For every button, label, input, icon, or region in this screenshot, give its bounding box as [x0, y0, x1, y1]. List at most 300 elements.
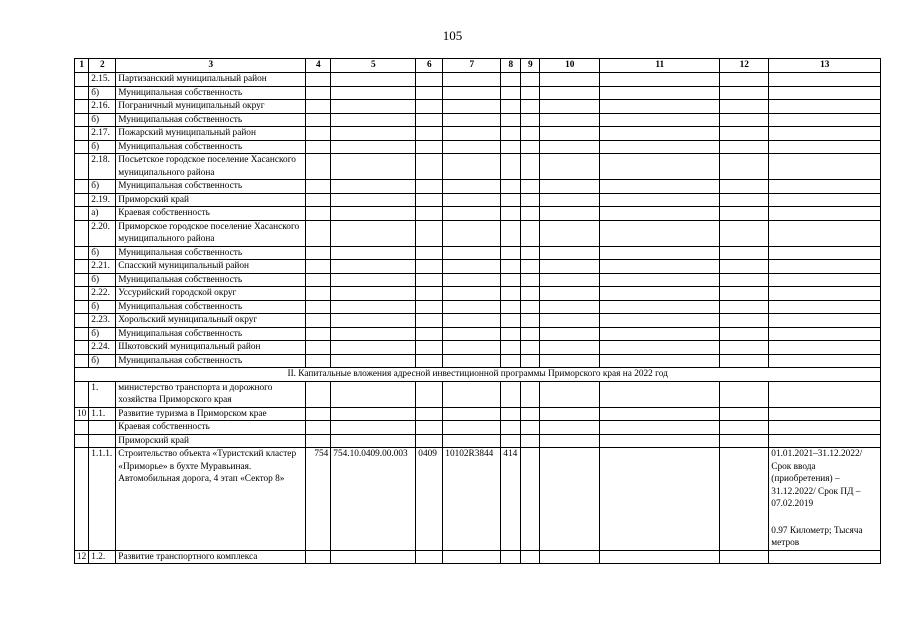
table-cell [416, 193, 443, 207]
table-cell [306, 354, 331, 368]
table-cell [416, 86, 443, 100]
table-cell: 2.18. [89, 154, 116, 180]
table-cell [521, 154, 540, 180]
table-row [75, 287, 881, 301]
table-cell [769, 407, 881, 421]
table-row [75, 73, 881, 87]
table-cell [720, 300, 769, 314]
table-cell: 10102R3844 [443, 448, 501, 551]
table-cell [769, 260, 881, 274]
header-row [75, 59, 881, 73]
table-cell [769, 550, 881, 564]
table-cell: Посьетское городское поселение Хасанского муниципального района [116, 154, 306, 180]
table-cell [540, 434, 600, 448]
table-cell [540, 273, 600, 287]
table-cell [501, 154, 521, 180]
table-cell: 1.1.1. [89, 448, 116, 551]
table-cell [306, 407, 331, 421]
table-row [75, 260, 881, 274]
table-cell [600, 434, 720, 448]
table-cell [501, 273, 521, 287]
table-cell [443, 73, 501, 87]
table-cell [416, 73, 443, 87]
table-cell [443, 434, 501, 448]
table-cell [306, 113, 331, 127]
table-cell: 12 [75, 550, 89, 564]
col-header: 9 [521, 59, 540, 73]
table-cell [416, 207, 443, 221]
table-cell [720, 193, 769, 207]
table-cell [769, 327, 881, 341]
table-cell [521, 354, 540, 368]
table-cell [720, 100, 769, 114]
table-cell [540, 113, 600, 127]
table-cell [600, 287, 720, 301]
table-cell [769, 73, 881, 87]
investment-table [74, 58, 881, 564]
table-cell [501, 86, 521, 100]
table-cell [331, 314, 416, 328]
table-cell [331, 154, 416, 180]
table-cell [540, 127, 600, 141]
table-cell [521, 220, 540, 246]
table-cell [416, 140, 443, 154]
table-cell: Уссурийский городской округ [116, 287, 306, 301]
col-header: 11 [600, 59, 720, 73]
table-cell: 754.10.0409.00.003 [331, 448, 416, 551]
col-header: 13 [769, 59, 881, 73]
table-cell [521, 140, 540, 154]
table-cell [540, 86, 600, 100]
table-cell [540, 381, 600, 407]
table-cell [416, 260, 443, 274]
table-cell [540, 154, 600, 180]
table-cell [720, 86, 769, 100]
table-cell [75, 220, 89, 246]
table-cell [443, 314, 501, 328]
table-row [75, 100, 881, 114]
table-cell [600, 180, 720, 194]
table-cell: 2.15. [89, 73, 116, 87]
table-cell [521, 421, 540, 435]
table-cell: 2.21. [89, 260, 116, 274]
table-cell [416, 314, 443, 328]
table-cell [501, 207, 521, 221]
table-cell [720, 341, 769, 355]
table-cell [769, 381, 881, 407]
page-number: 105 [442, 28, 463, 43]
table-cell [331, 273, 416, 287]
table-cell [306, 327, 331, 341]
table-cell: а) [89, 207, 116, 221]
table-cell [600, 421, 720, 435]
table-row [75, 180, 881, 194]
table-cell [443, 220, 501, 246]
table-cell [443, 260, 501, 274]
table-cell [521, 300, 540, 314]
table-cell: Муниципальная собственность [116, 86, 306, 100]
table-cell [416, 246, 443, 260]
table-cell: 1.2. [89, 550, 116, 564]
table-cell [416, 127, 443, 141]
table-cell [443, 154, 501, 180]
table-cell [75, 341, 89, 355]
table-cell [416, 341, 443, 355]
table-cell [501, 341, 521, 355]
table-cell [600, 73, 720, 87]
table-cell: 2.24. [89, 341, 116, 355]
table-cell: 2.19. [89, 193, 116, 207]
table-cell [540, 421, 600, 435]
table-cell [769, 140, 881, 154]
table-cell [720, 407, 769, 421]
table-cell [720, 207, 769, 221]
table-cell [75, 246, 89, 260]
table-cell [75, 260, 89, 274]
table-cell [720, 327, 769, 341]
table-cell: 2.17. [89, 127, 116, 141]
table-cell: Муниципальная собственность [116, 140, 306, 154]
table-row [75, 341, 881, 355]
table-cell [75, 180, 89, 194]
table-cell [501, 407, 521, 421]
table-cell [540, 407, 600, 421]
table-cell: министерство транспорта и дорожного хозяйства Приморского края [116, 381, 306, 407]
table-cell [600, 327, 720, 341]
table-row [75, 140, 881, 154]
table-cell [416, 273, 443, 287]
table-cell [443, 127, 501, 141]
table-cell [416, 407, 443, 421]
table-cell: Муниципальная собственность [116, 354, 306, 368]
table-cell [501, 300, 521, 314]
table-cell [521, 381, 540, 407]
table-cell: б) [89, 354, 116, 368]
table-cell [600, 341, 720, 355]
table-cell [521, 327, 540, 341]
table-cell: б) [89, 140, 116, 154]
table-row [75, 434, 881, 448]
table-cell [331, 300, 416, 314]
table-cell [521, 113, 540, 127]
table-cell [600, 100, 720, 114]
table-cell [75, 127, 89, 141]
table-row [75, 220, 881, 246]
table-cell [501, 113, 521, 127]
table-cell [600, 154, 720, 180]
table-row [75, 246, 881, 260]
table-cell [443, 407, 501, 421]
table-cell [501, 260, 521, 274]
table-cell [306, 381, 331, 407]
table-cell [540, 327, 600, 341]
table-cell [331, 127, 416, 141]
table-cell [521, 434, 540, 448]
table-cell: 10 [75, 407, 89, 421]
table-cell [331, 193, 416, 207]
table-cell [306, 140, 331, 154]
table-cell [521, 193, 540, 207]
table-cell [89, 434, 116, 448]
table-cell [720, 113, 769, 127]
col-header: 4 [306, 59, 331, 73]
table-cell [331, 327, 416, 341]
table-cell [521, 180, 540, 194]
table-row [75, 407, 881, 421]
table-cell [306, 73, 331, 87]
period-text: 01.01.2021–31.12.2022/ Срок ввода (приобретения) – 31.12.2022/ Срок ПД – 07.02.2019 [771, 449, 863, 509]
table-cell: б) [89, 273, 116, 287]
table-cell [501, 381, 521, 407]
table-cell [501, 73, 521, 87]
table-cell [769, 207, 881, 221]
table-cell [75, 154, 89, 180]
table-cell [600, 407, 720, 421]
table-cell [443, 381, 501, 407]
table-cell [443, 100, 501, 114]
table-cell [306, 207, 331, 221]
table-cell [600, 193, 720, 207]
table-cell [89, 421, 116, 435]
table-cell [501, 421, 521, 435]
table-cell [720, 550, 769, 564]
table-cell: б) [89, 113, 116, 127]
col-header: 2 [89, 59, 116, 73]
table-row [75, 448, 881, 551]
col-header: 5 [331, 59, 416, 73]
table-cell [306, 127, 331, 141]
table-cell [75, 448, 89, 551]
table-cell [720, 448, 769, 551]
table-cell [769, 341, 881, 355]
table-cell [720, 314, 769, 328]
table-cell [600, 314, 720, 328]
table-row [75, 421, 881, 435]
table-cell [600, 140, 720, 154]
col-header: 12 [720, 59, 769, 73]
table-cell [75, 434, 89, 448]
table-cell: б) [89, 246, 116, 260]
table-cell [521, 100, 540, 114]
table-cell [306, 287, 331, 301]
table-row [75, 314, 881, 328]
table-cell [769, 421, 881, 435]
table-cell [306, 180, 331, 194]
table-cell [416, 154, 443, 180]
table-cell [75, 421, 89, 435]
table-cell [540, 260, 600, 274]
table-cell [443, 86, 501, 100]
col-header: 6 [416, 59, 443, 73]
table-cell [501, 180, 521, 194]
table-cell [540, 354, 600, 368]
table-row [75, 113, 881, 127]
table-cell [521, 550, 540, 564]
table-cell [75, 193, 89, 207]
table-cell [769, 113, 881, 127]
table-cell [443, 246, 501, 260]
table-cell [416, 113, 443, 127]
table-cell [331, 341, 416, 355]
table-row [75, 381, 881, 407]
table-cell: Шкотовский муниципальный район [116, 341, 306, 355]
table-cell [521, 260, 540, 274]
table-cell [443, 300, 501, 314]
table-row [75, 86, 881, 100]
table-cell: Спасский муниципальный район [116, 260, 306, 274]
table-cell [306, 273, 331, 287]
table-cell [306, 100, 331, 114]
table-cell [720, 127, 769, 141]
table-cell [306, 246, 331, 260]
table-cell: 1.1. [89, 407, 116, 421]
table-cell [416, 550, 443, 564]
table-cell: Муниципальная собственность [116, 300, 306, 314]
table-cell: 0409 [416, 448, 443, 551]
col-header: 8 [501, 59, 521, 73]
table-cell: 2.23. [89, 314, 116, 328]
table-cell [443, 327, 501, 341]
table-cell [769, 193, 881, 207]
table-cell [600, 448, 720, 551]
table-cell [306, 341, 331, 355]
table-cell [306, 421, 331, 435]
table-cell [331, 140, 416, 154]
table-cell [443, 273, 501, 287]
table-cell [75, 314, 89, 328]
table-cell [416, 434, 443, 448]
table-row [75, 300, 881, 314]
table-cell [769, 154, 881, 180]
table-cell: Краевая собственность [116, 421, 306, 435]
table-cell [540, 73, 600, 87]
table-cell [769, 100, 881, 114]
table-cell [600, 207, 720, 221]
table-cell [600, 260, 720, 274]
table-cell [769, 434, 881, 448]
table-cell [306, 154, 331, 180]
col-header: 3 [116, 59, 306, 73]
table-cell [521, 73, 540, 87]
table-cell [769, 273, 881, 287]
table-cell [75, 73, 89, 87]
table-cell: 2.22. [89, 287, 116, 301]
table-cell [769, 314, 881, 328]
table-cell [540, 550, 600, 564]
table-cell [416, 421, 443, 435]
table-cell [306, 300, 331, 314]
table-cell [521, 273, 540, 287]
table-cell [331, 407, 416, 421]
table-cell [501, 193, 521, 207]
table-cell [501, 140, 521, 154]
table-cell [331, 180, 416, 194]
table-cell [416, 220, 443, 246]
table-cell [75, 100, 89, 114]
table-cell [540, 140, 600, 154]
table-cell [720, 180, 769, 194]
table-cell [720, 73, 769, 87]
table-cell: б) [89, 327, 116, 341]
table-cell [443, 421, 501, 435]
table-cell [769, 180, 881, 194]
table-cell [443, 193, 501, 207]
table-cell [416, 300, 443, 314]
table-cell [331, 354, 416, 368]
table-cell [540, 341, 600, 355]
capacity-text: 0.97 Километр; Тысяча метров [771, 525, 863, 548]
table-cell [331, 113, 416, 127]
table-cell: б) [89, 86, 116, 100]
table-cell: Муниципальная собственность [116, 180, 306, 194]
table-cell: Развитие туризма в Приморском крае [116, 407, 306, 421]
table-cell [501, 127, 521, 141]
table-row [75, 354, 881, 368]
table-cell [416, 327, 443, 341]
table-cell [416, 354, 443, 368]
table-cell [600, 300, 720, 314]
table-cell [443, 207, 501, 221]
table-cell [306, 86, 331, 100]
table-cell [720, 381, 769, 407]
table-cell [331, 246, 416, 260]
table-cell [540, 314, 600, 328]
table-cell [769, 300, 881, 314]
table-cell [443, 550, 501, 564]
table-cell [331, 381, 416, 407]
table-cell: 2.16. [89, 100, 116, 114]
table-cell [331, 550, 416, 564]
table-cell [540, 220, 600, 246]
table-cell [540, 180, 600, 194]
table-cell: Строительство объекта «Туристский кластер «Приморье» в бухте Муравьиная. Автомобильная дорога, 4 этап «Сектор 8» [116, 448, 306, 551]
table-cell [600, 354, 720, 368]
table-cell: Приморский край [116, 434, 306, 448]
table-cell [75, 86, 89, 100]
table-cell [501, 100, 521, 114]
table-cell [75, 113, 89, 127]
table-cell: Муниципальная собственность [116, 113, 306, 127]
table-cell [521, 287, 540, 301]
table-cell [443, 140, 501, 154]
table-cell: 2.20. [89, 220, 116, 246]
table-cell [306, 193, 331, 207]
table-cell [540, 448, 600, 551]
table-cell [306, 260, 331, 274]
table-cell [540, 287, 600, 301]
table-cell [720, 421, 769, 435]
table-cell: Муниципальная собственность [116, 273, 306, 287]
table-cell [600, 550, 720, 564]
table-row [75, 327, 881, 341]
table-cell: Краевая собственность [116, 207, 306, 221]
table-cell [306, 550, 331, 564]
table-cell [501, 550, 521, 564]
col-header: 1 [75, 59, 89, 73]
table-cell [75, 300, 89, 314]
table-cell [521, 407, 540, 421]
table-cell [720, 287, 769, 301]
table-cell [501, 327, 521, 341]
table-cell [75, 287, 89, 301]
table-row [75, 193, 881, 207]
table-cell [720, 273, 769, 287]
table-cell [75, 327, 89, 341]
table-row [75, 550, 881, 564]
table-cell [600, 381, 720, 407]
table-cell [600, 220, 720, 246]
table-cell: Приморское городское поселение Хасанского муниципального района [116, 220, 306, 246]
